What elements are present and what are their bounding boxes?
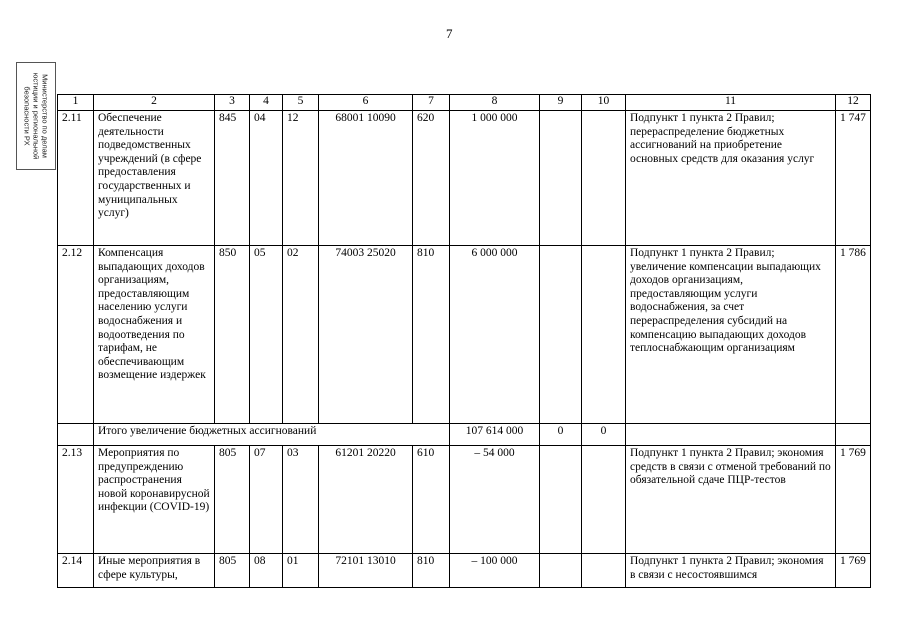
amount-cell: 1 000 000 [450,111,540,246]
amount-cell [540,446,582,554]
basis-text: Подпункт 1 пункта 2 Правил; перераспределение бюджетных ассигнований на приобретение основных средств для оказания услуг [626,111,836,246]
header-cell: 11 [626,95,836,111]
expense-name: Обеспечение деятельности подведомственных учреждений (в сфере предоставления государственных и муниципальных услуг) [94,111,215,246]
header-cell: 4 [250,95,283,111]
table-row [58,554,871,588]
amount-cell: – 54 000 [450,446,540,554]
stamp-line: безопасности РХ [22,86,32,146]
header-cell: 5 [283,95,319,111]
page-number: 7 [446,26,453,41]
table-row [58,111,871,246]
reference-number: 1 747 [836,111,871,246]
expense-type-code: 810 [413,554,450,588]
expense-type-code: 610 [413,446,450,554]
amount-cell: 6 000 000 [450,246,540,424]
section-code: 07 [250,446,283,554]
amount-cell [582,111,626,246]
expense-type-code: 810 [413,246,450,424]
row-number: 2.12 [58,246,94,424]
amount-cell [540,111,582,246]
expense-name: Компенсация выпадающих доходов организациям, предоставляющим населению услуги водоснабжения и водоотведения по тарифам, не обеспечивающим возмещение издержек [94,246,215,424]
section-code: 05 [250,246,283,424]
reference-number: 1 769 [836,554,871,588]
stamp-line: Министерство по делам [40,74,50,158]
basis-text: Подпункт 1 пункта 2 Правил; экономия в связи с несостоявшимся [626,554,836,588]
amount-cell [582,246,626,424]
registration-stamp [16,62,56,170]
total-row [58,424,871,446]
header-cell: 12 [836,95,871,111]
header-cell: 7 [413,95,450,111]
amount-cell [540,554,582,588]
reference-number: 1 786 [836,246,871,424]
target-article-code: 68001 10090 [319,111,413,246]
header-cell: 1 [58,95,94,111]
header-cell: 3 [215,95,250,111]
stamp-line: юстиции и региональной [31,72,41,160]
header-cell: 9 [540,95,582,111]
header-cell: 2 [94,95,215,111]
ministry-code: 845 [215,111,250,246]
table-row [58,446,871,554]
reference-number: 1 769 [836,446,871,554]
subsection-code: 02 [283,246,319,424]
section-code: 08 [250,554,283,588]
target-article-code: 72101 13010 [319,554,413,588]
header-row [58,95,871,111]
row-number: 2.14 [58,554,94,588]
basis-text: Подпункт 1 пункта 2 Правил; увеличение компенсации выпадающих доходов организациям, предоставляющим услуги водоснабжения, за счет перераспределения субсидий на компенсацию выпадающих доходов теплоснабжающим организациям [626,246,836,424]
expense-name: Мероприятия по предупреждению распространения новой коронавирусной инфекции (COVID-19) [94,446,215,554]
row-number: 2.13 [58,446,94,554]
expense-type-code: 620 [413,111,450,246]
amount-cell [582,446,626,554]
basis-text: Подпункт 1 пункта 2 Правил; экономия средств в связи с отменой требований по обязательной сдаче ПЦР-тестов [626,446,836,554]
subsection-code: 01 [283,554,319,588]
total-amount: 0 [582,424,626,446]
target-article-code: 61201 20220 [319,446,413,554]
amount-cell [582,554,626,588]
total-amount: 107 614 000 [450,424,540,446]
header-cell: 6 [319,95,413,111]
amount-cell: – 100 000 [450,554,540,588]
ministry-code: 805 [215,554,250,588]
section-code: 04 [250,111,283,246]
stamp-text [23,64,50,168]
target-article-code: 74003 25020 [319,246,413,424]
row-number: 2.11 [58,111,94,246]
total-label: Итого увеличение бюджетных ассигнований [94,424,450,446]
header-cell: 8 [450,95,540,111]
amount-cell [540,246,582,424]
subsection-code: 03 [283,446,319,554]
table-row [58,246,871,424]
total-amount: 0 [540,424,582,446]
expense-name: Иные мероприятия в сфере культуры, [94,554,215,588]
ministry-code: 805 [215,446,250,554]
ministry-code: 850 [215,246,250,424]
header-cell: 10 [582,95,626,111]
budget-table [57,94,871,588]
subsection-code: 12 [283,111,319,246]
